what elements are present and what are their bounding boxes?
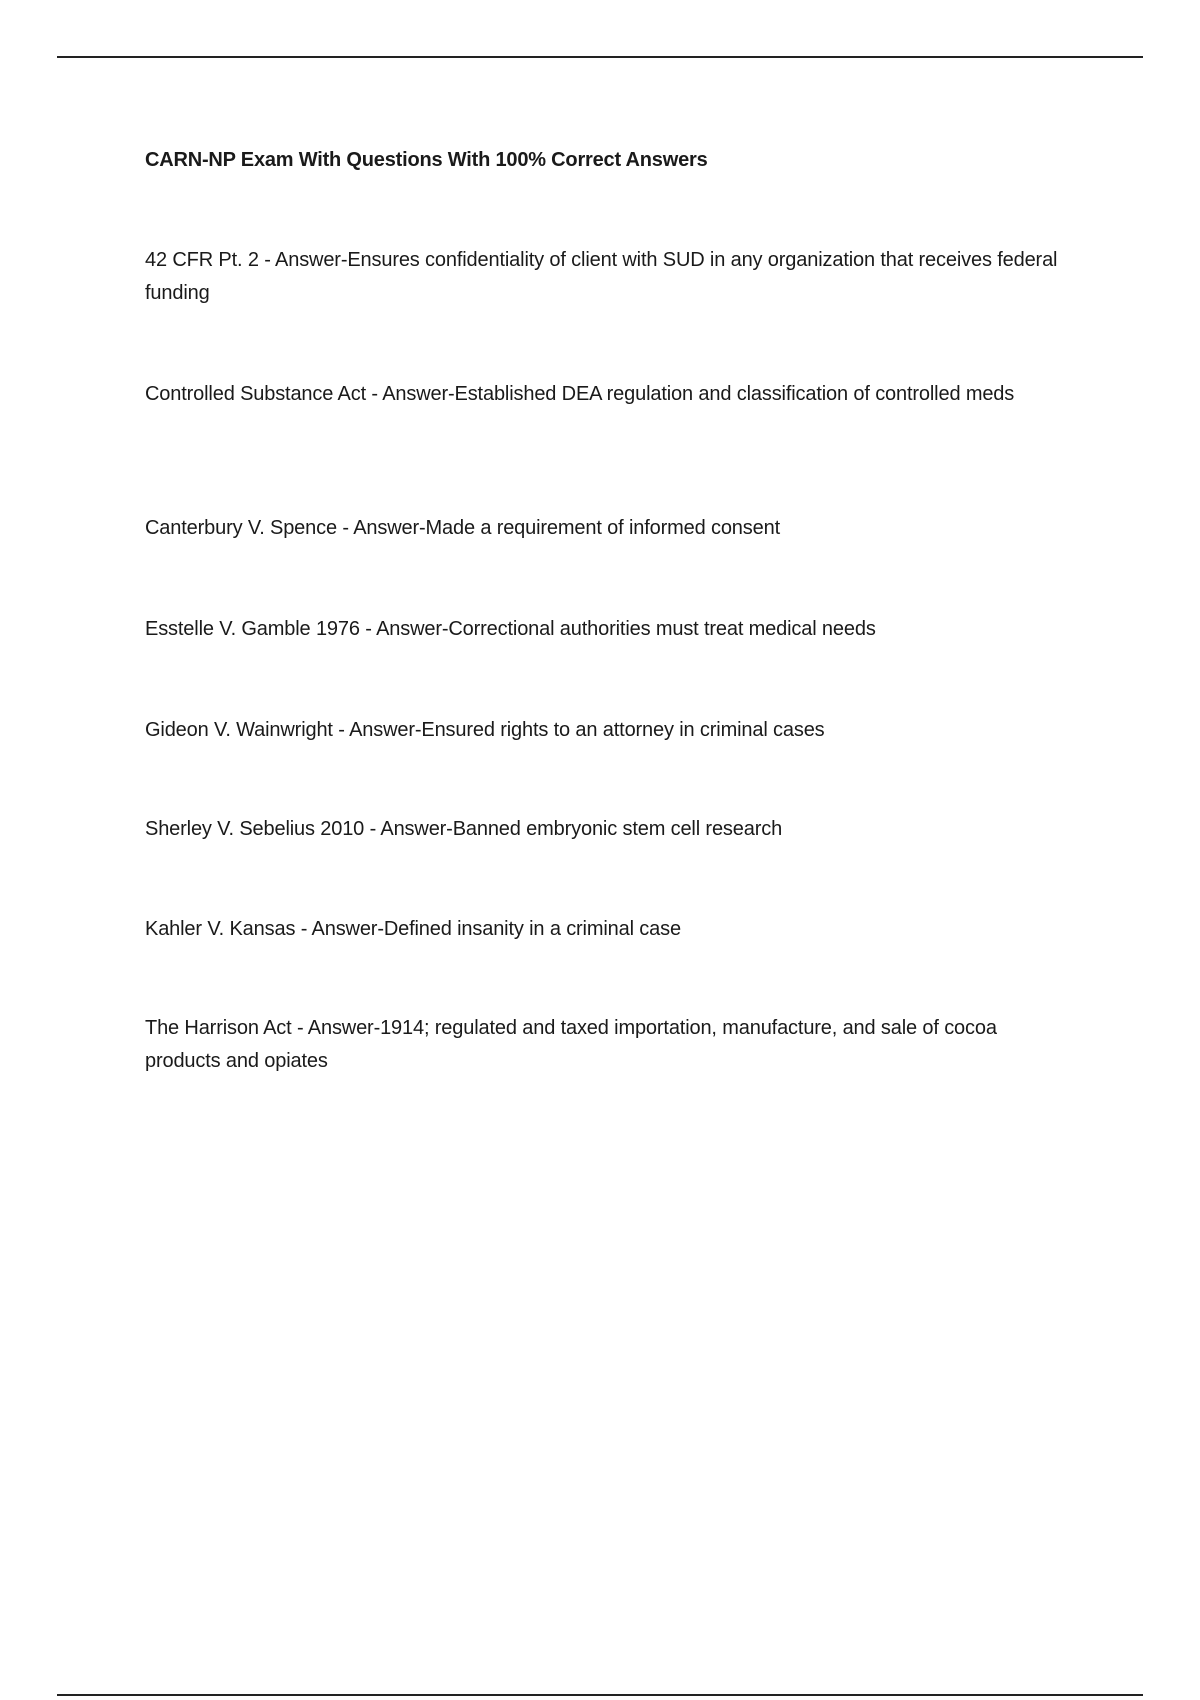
qa-answer: Answer-Made a requirement of informed consent — [353, 517, 780, 539]
qa-answer: Answer-Banned embryonic stem cell research — [380, 818, 783, 840]
qa-item — [145, 813, 1075, 846]
qa-answer: Answer-1914; regulated and taxed importation, manufacture, and sale of cocoa products and opiates — [145, 1017, 997, 1072]
qa-item — [145, 244, 1075, 310]
document-title: CARN-NP Exam With Questions With 100% Correct Answers — [145, 149, 708, 171]
qa-item — [145, 714, 1075, 747]
qa-item — [145, 1012, 1075, 1078]
qa-term: Kahler V. Kansas - — [145, 918, 312, 940]
qa-term: Controlled Substance Act - — [145, 383, 382, 405]
qa-answer: Answer-Correctional authorities must treat medical needs — [376, 618, 876, 640]
qa-item — [145, 613, 1075, 646]
qa-item — [145, 913, 1075, 946]
qa-answer: Answer-Ensures confidentiality of client with SUD in any organization that receives federal funding — [145, 249, 1058, 304]
qa-item — [145, 378, 1075, 411]
qa-answer: Answer-Established DEA regulation and classification of controlled meds — [382, 383, 1015, 405]
qa-term: Sherley V. Sebelius 2010 - — [145, 818, 380, 840]
qa-item — [145, 512, 1075, 545]
top-rule — [57, 56, 1143, 58]
qa-term: 42 CFR Pt. 2 - — [145, 249, 275, 271]
qa-term: Canterbury V. Spence - — [145, 517, 353, 539]
qa-answer: Answer-Ensured rights to an attorney in criminal cases — [349, 719, 825, 741]
bottom-rule — [57, 1694, 1143, 1696]
qa-term: The Harrison Act - — [145, 1017, 308, 1039]
qa-answer: Answer-Defined insanity in a criminal case — [311, 918, 681, 940]
qa-term: Gideon V. Wainwright - — [145, 719, 349, 741]
qa-term: Esstelle V. Gamble 1976 - — [145, 618, 376, 640]
